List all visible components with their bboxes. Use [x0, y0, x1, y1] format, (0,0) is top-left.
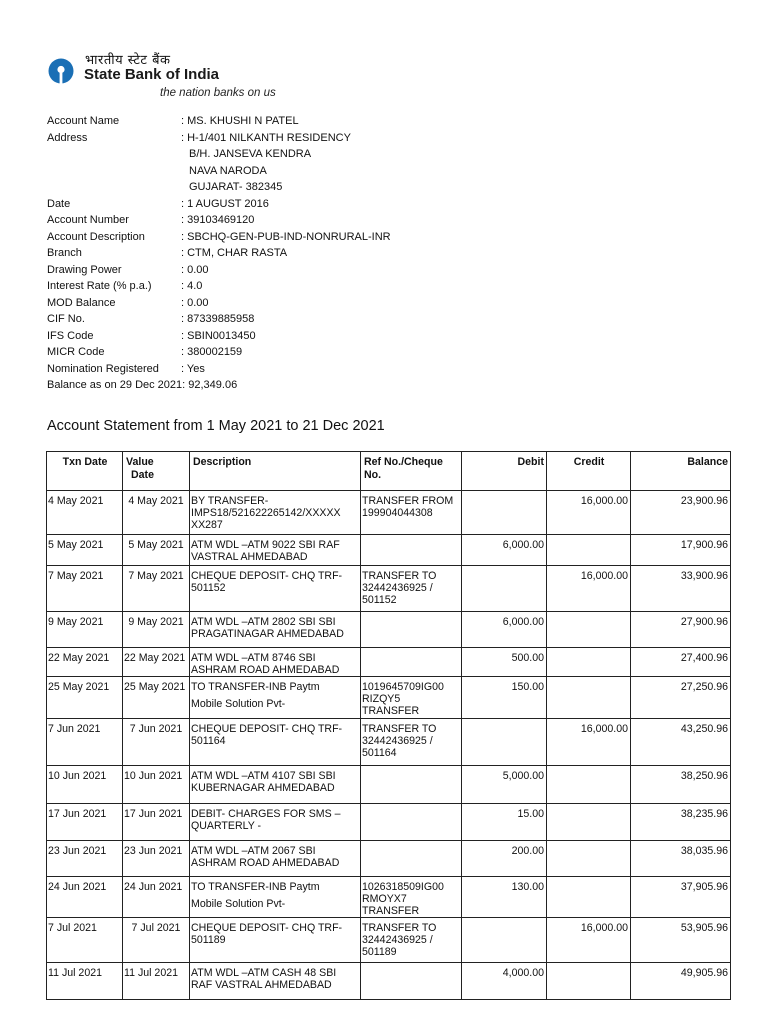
description-cell-line: ATM WDL –ATM 2802 SBI SBI	[191, 616, 336, 628]
ref-no-cell	[361, 766, 462, 804]
debit-cell: 150.00	[462, 677, 547, 719]
ref-no-cell-line: 501164	[362, 747, 397, 759]
info-label: MOD Balance	[47, 296, 116, 309]
credit-cell: 16,000.00	[547, 719, 631, 766]
ref-no-cell	[361, 566, 462, 612]
ref-no-cell-line: 501189	[362, 946, 397, 958]
description-cell-line: TO TRANSFER-INB Paytm	[191, 681, 320, 693]
value-date-cell: 24 Jun 2021	[123, 877, 190, 918]
table-row	[47, 566, 731, 612]
description-cell-line: 501164	[191, 735, 226, 747]
description-cell-line: Mobile Solution Pvt-	[191, 698, 286, 710]
txn-date-cell: 10 Jun 2021	[47, 766, 123, 804]
table-row	[47, 491, 731, 535]
info-label: Date	[47, 197, 71, 210]
bank-name-hindi: भारतीय स्टेट बैंक	[85, 53, 171, 68]
credit-cell: 16,000.00	[547, 566, 631, 612]
credit-cell	[547, 648, 631, 677]
ref-no-cell	[361, 963, 462, 1000]
description-cell-line: Mobile Solution Pvt-	[191, 898, 286, 910]
info-value: NAVA NARODA	[189, 164, 267, 177]
ref-no-cell-line: 199904044308	[362, 507, 433, 519]
info-value: : MS. KHUSHI N PATEL	[181, 115, 299, 127]
credit-cell	[547, 535, 631, 566]
description-cell-line: ASHRAM ROAD AHMEDABAD	[191, 664, 340, 676]
value-date-cell: 7 May 2021	[123, 566, 190, 612]
table-row	[47, 963, 731, 1000]
description-cell	[190, 566, 361, 612]
description-cell-line: CHEQUE DEPOSIT- CHQ TRF-	[191, 723, 343, 735]
statement-title: Account Statement from 1 May 2021 to 21 Dec 2021	[47, 418, 385, 434]
debit-cell: 200.00	[462, 841, 547, 877]
credit-cell	[547, 677, 631, 719]
value-date-cell: 25 May 2021	[123, 677, 190, 719]
bank-tagline: the nation banks on us	[160, 87, 276, 99]
table-row	[47, 612, 731, 648]
description-cell	[190, 719, 361, 766]
bank-name: State Bank of India	[84, 66, 220, 83]
header-credit: Credit	[547, 452, 631, 491]
credit-cell: 16,000.00	[547, 491, 631, 535]
txn-date-cell: 7 Jul 2021	[47, 918, 123, 963]
txn-date-cell: 25 May 2021	[47, 677, 123, 719]
credit-cell: 16,000.00	[547, 918, 631, 963]
info-value: : 0.00	[181, 296, 209, 309]
description-cell-line: DEBIT- CHARGES FOR SMS –	[191, 808, 341, 820]
transactions-table	[46, 451, 731, 1000]
balance-cell: 23,900.96	[631, 491, 731, 535]
description-cell	[190, 491, 361, 535]
credit-cell	[547, 841, 631, 877]
debit-cell: 15.00	[462, 804, 547, 841]
value-date-cell: 22 May 2021	[123, 648, 190, 677]
balance-cell: 43,250.96	[631, 719, 731, 766]
balance-cell: 53,905.96	[631, 918, 731, 963]
value-date-cell: 7 Jul 2021	[123, 918, 190, 963]
value-date-cell: 9 May 2021	[123, 612, 190, 648]
info-label: CIF No.	[47, 313, 85, 325]
balance-cell: 27,400.96	[631, 648, 731, 677]
info-label: IFS Code	[47, 329, 94, 342]
ref-no-cell	[361, 877, 462, 918]
description-cell	[190, 612, 361, 648]
txn-date-cell: 9 May 2021	[47, 612, 123, 648]
description-cell-line: PRAGATINAGAR AHMEDABAD	[191, 628, 344, 640]
description-cell-line: ATM WDL –ATM 4107 SBI SBI	[191, 770, 336, 782]
description-cell	[190, 963, 361, 1000]
sbi-logo-icon	[48, 58, 74, 84]
ref-no-cell-line: 32442436925 /	[362, 735, 433, 747]
txn-date-cell: 4 May 2021	[47, 491, 123, 535]
header-value-date	[123, 452, 190, 491]
description-cell	[190, 766, 361, 804]
info-value: : 380002159	[181, 346, 243, 358]
description-cell	[190, 918, 361, 963]
ref-no-cell	[361, 719, 462, 766]
header-debit: Debit	[462, 452, 547, 491]
table-row	[47, 766, 731, 804]
header-txn-date: Txn Date	[47, 452, 123, 491]
ref-no-cell-line: TRANSFER	[362, 705, 420, 717]
ref-no-cell	[361, 612, 462, 648]
info-value: : CTM, CHAR RASTA	[181, 247, 288, 259]
info-value: : SBIN0013450	[181, 329, 256, 342]
header-description: Description	[190, 452, 361, 491]
info-label: Account Number	[47, 214, 129, 226]
info-value: : 1 AUGUST 2016	[181, 197, 269, 210]
info-label: Account Name	[47, 115, 120, 127]
txn-date-cell: 5 May 2021	[47, 535, 123, 566]
ref-no-cell	[361, 841, 462, 877]
info-value: : H-1/401 NILKANTH RESIDENCY	[181, 131, 351, 144]
balance-cell: 27,900.96	[631, 612, 731, 648]
debit-cell	[462, 491, 547, 535]
balance-cell: 38,035.96	[631, 841, 731, 877]
description-cell	[190, 648, 361, 677]
ref-no-cell-line: TRANSFER FROM	[362, 495, 454, 507]
debit-cell	[462, 566, 547, 612]
ref-no-cell	[361, 491, 462, 535]
credit-cell	[547, 877, 631, 918]
description-cell-line: TO TRANSFER-INB Paytm	[191, 881, 320, 893]
credit-cell	[547, 612, 631, 648]
info-label: Branch	[47, 247, 82, 259]
info-label: Address	[47, 131, 88, 144]
ref-no-cell-line: TRANSFER TO	[362, 570, 437, 582]
txn-date-cell: 24 Jun 2021	[47, 877, 123, 918]
balance-cell: 38,250.96	[631, 766, 731, 804]
info-label: MICR Code	[47, 346, 105, 358]
balance-cell: 49,905.96	[631, 963, 731, 1000]
debit-cell: 4,000.00	[462, 963, 547, 1000]
description-cell-line: ATM WDL –ATM CASH 48 SBI	[191, 967, 337, 979]
info-label: Account Description	[47, 230, 145, 243]
info-label: Interest Rate (% p.a.)	[47, 280, 152, 292]
txn-date-cell: 11 Jul 2021	[47, 963, 123, 1000]
transactions-body	[47, 491, 731, 1000]
table-row	[47, 719, 731, 766]
table-row	[47, 841, 731, 877]
ref-no-cell	[361, 535, 462, 566]
table-row	[47, 535, 731, 566]
description-cell-line: RAF VASTRAL AHMEDABAD	[191, 979, 332, 991]
description-cell	[190, 677, 361, 719]
info-value: : 0.00	[181, 263, 209, 276]
description-cell	[190, 804, 361, 841]
description-cell-line: CHEQUE DEPOSIT- CHQ TRF-	[191, 570, 343, 582]
ref-no-cell	[361, 804, 462, 841]
description-cell-line: 501189	[191, 934, 226, 946]
info-value: : Yes	[181, 362, 205, 375]
ref-no-cell-line: TRANSFER TO	[362, 723, 437, 735]
description-cell	[190, 841, 361, 877]
balance-cell: 17,900.96	[631, 535, 731, 566]
header-value-date-line2: Date	[131, 469, 154, 481]
ref-no-cell	[361, 648, 462, 677]
description-cell-line: QUARTERLY -	[191, 820, 262, 832]
table-row	[47, 918, 731, 963]
bank-header	[48, 50, 308, 106]
info-value: B/H. JANSEVA KENDRA	[189, 148, 312, 160]
ref-no-cell-line: RIZQY5	[362, 693, 401, 705]
info-value: : SBCHQ-GEN-PUB-IND-NONRURAL-INR	[181, 230, 391, 243]
description-cell-line: IMPS18/521622265142/XXXXX	[191, 507, 341, 519]
table-row	[47, 677, 731, 719]
debit-cell: 5,000.00	[462, 766, 547, 804]
description-cell-line: 501152	[191, 582, 226, 594]
description-cell-line: BY TRANSFER-	[191, 495, 269, 507]
info-value: : 87339885958	[181, 313, 255, 325]
description-cell-line: ASHRAM ROAD AHMEDABAD	[191, 857, 340, 869]
ref-no-cell	[361, 918, 462, 963]
value-date-cell: 23 Jun 2021	[123, 841, 190, 877]
ref-no-cell-line: RMOYX7	[362, 893, 407, 905]
value-date-cell: 17 Jun 2021	[123, 804, 190, 841]
ref-no-cell-line: TRANSFER	[362, 905, 420, 917]
header-ref-no	[361, 452, 462, 491]
debit-cell	[462, 719, 547, 766]
debit-cell: 130.00	[462, 877, 547, 918]
debit-cell: 6,000.00	[462, 535, 547, 566]
txn-date-cell: 23 Jun 2021	[47, 841, 123, 877]
debit-cell	[462, 918, 547, 963]
description-cell-line: KUBERNAGAR AHMEDABAD	[191, 782, 335, 794]
balance-as-on: Balance as on 29 Dec 2021: 92,349.06	[47, 379, 238, 391]
txn-date-cell: 17 Jun 2021	[47, 804, 123, 841]
header-balance: Balance	[631, 452, 731, 491]
description-cell-line: XX287	[191, 519, 223, 531]
txn-date-cell: 22 May 2021	[47, 648, 123, 677]
description-cell	[190, 877, 361, 918]
ref-no-cell-line: 32442436925 /	[362, 582, 433, 594]
info-value: : 4.0	[181, 280, 203, 292]
table-header-row	[47, 452, 731, 491]
header-value-date-line1: Value	[126, 456, 154, 468]
ref-no-cell	[361, 677, 462, 719]
header-ref-line1: Ref No./Cheque	[364, 456, 443, 468]
info-value: : 39103469120	[181, 214, 255, 226]
credit-cell	[547, 766, 631, 804]
value-date-cell: 4 May 2021	[123, 491, 190, 535]
credit-cell	[547, 963, 631, 1000]
description-cell-line: VASTRAL AHMEDABAD	[191, 551, 308, 563]
ref-no-cell-line: 32442436925 /	[362, 934, 433, 946]
balance-cell: 38,235.96	[631, 804, 731, 841]
table-row	[47, 877, 731, 918]
debit-cell: 6,000.00	[462, 612, 547, 648]
info-value: GUJARAT- 382345	[189, 181, 283, 193]
credit-cell	[547, 804, 631, 841]
ref-no-cell-line: 501152	[362, 594, 397, 606]
description-cell-line: ATM WDL –ATM 2067 SBI	[191, 845, 316, 857]
ref-no-cell-line: 1019645709IG00	[362, 681, 444, 693]
ref-no-cell-line: TRANSFER TO	[362, 922, 437, 934]
txn-date-cell: 7 May 2021	[47, 566, 123, 612]
value-date-cell: 10 Jun 2021	[123, 766, 190, 804]
table-row	[47, 648, 731, 677]
value-date-cell: 5 May 2021	[123, 535, 190, 566]
info-label: Nomination Registered	[47, 362, 159, 375]
value-date-cell: 11 Jul 2021	[123, 963, 190, 1000]
description-cell-line: ATM WDL –ATM 9022 SBI RAF	[191, 539, 340, 551]
ref-no-cell-line: 1026318509IG00	[362, 881, 444, 893]
description-cell-line: ATM WDL –ATM 8746 SBI	[191, 652, 316, 664]
description-cell-line: CHEQUE DEPOSIT- CHQ TRF-	[191, 922, 343, 934]
info-label: Drawing Power	[47, 263, 122, 276]
description-cell	[190, 535, 361, 566]
txn-date-cell: 7 Jun 2021	[47, 719, 123, 766]
balance-cell: 33,900.96	[631, 566, 731, 612]
header-ref-line2: No.	[364, 469, 382, 481]
value-date-cell: 7 Jun 2021	[123, 719, 190, 766]
balance-cell: 27,250.96	[631, 677, 731, 719]
debit-cell: 500.00	[462, 648, 547, 677]
balance-cell: 37,905.96	[631, 877, 731, 918]
table-row	[47, 804, 731, 841]
